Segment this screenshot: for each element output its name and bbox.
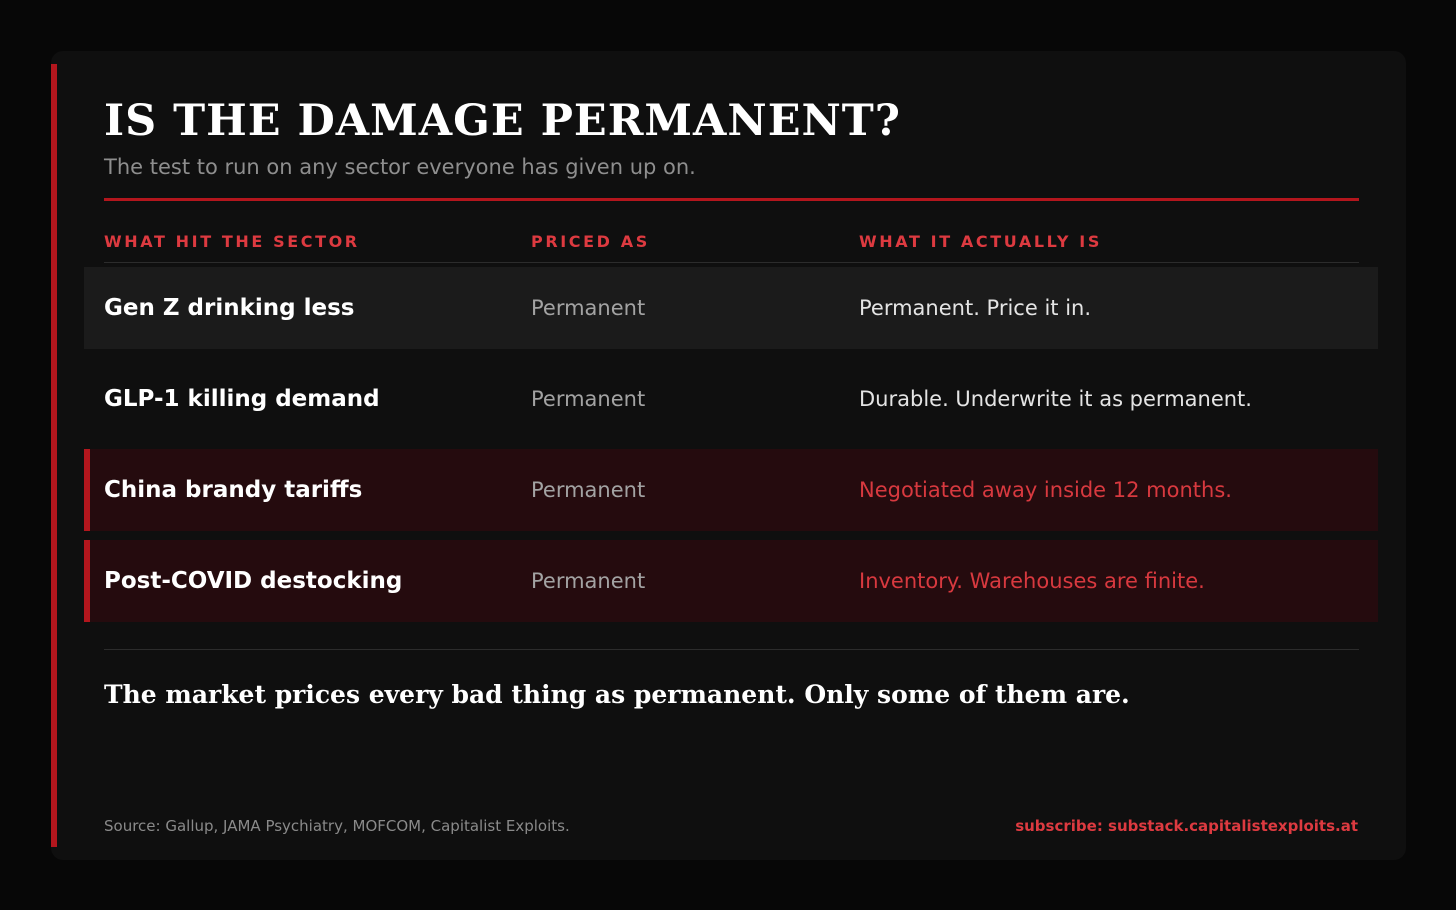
priced-as-cell: Permanent <box>531 296 646 320</box>
actually-is-cell: Inventory. Warehouses are finite. <box>859 569 1205 593</box>
actually-is-cell: Durable. Underwrite it as permanent. <box>859 387 1252 411</box>
subscribe-link[interactable]: subscribe: substack.capitalistexploits.at <box>1015 817 1358 835</box>
table-row-highlighted <box>84 540 1378 622</box>
card-accent-bar <box>51 64 57 847</box>
sector-cell: China brandy tariffs <box>104 477 363 503</box>
priced-as-cell: Permanent <box>531 478 646 502</box>
table-row <box>84 267 1378 349</box>
title-divider <box>104 198 1359 201</box>
table-row-highlighted <box>84 449 1378 531</box>
source-note: Source: Gallup, JAMA Psychiatry, MOFCOM, Capitalist Exploits. <box>104 817 570 835</box>
actually-is-cell: Negotiated away inside 12 months. <box>859 478 1232 502</box>
column-header-actually-is: WHAT IT ACTUALLY IS <box>859 232 1102 251</box>
priced-as-cell: Permanent <box>531 387 646 411</box>
column-header-priced-as: PRICED AS <box>531 232 650 251</box>
actually-is-cell: Permanent. Price it in. <box>859 296 1092 320</box>
takeaway-divider <box>104 649 1359 650</box>
takeaway-statement: The market prices every bad thing as permanent. Only some of them are. <box>104 680 1130 709</box>
priced-as-cell: Permanent <box>531 569 646 593</box>
header-divider <box>104 262 1359 263</box>
sector-cell: Gen Z drinking less <box>104 295 355 321</box>
sector-cell: Post-COVID destocking <box>104 568 403 594</box>
column-header-sector: WHAT HIT THE SECTOR <box>104 232 360 251</box>
table-row <box>84 358 1378 440</box>
sector-cell: GLP-1 killing demand <box>104 386 380 412</box>
row-highlight-marker <box>84 540 90 622</box>
infographic-card <box>51 51 1406 860</box>
row-highlight-marker <box>84 449 90 531</box>
page-title: IS THE DAMAGE PERMANENT? <box>104 96 901 146</box>
page-subtitle: The test to run on any sector everyone has given up on. <box>104 155 696 179</box>
